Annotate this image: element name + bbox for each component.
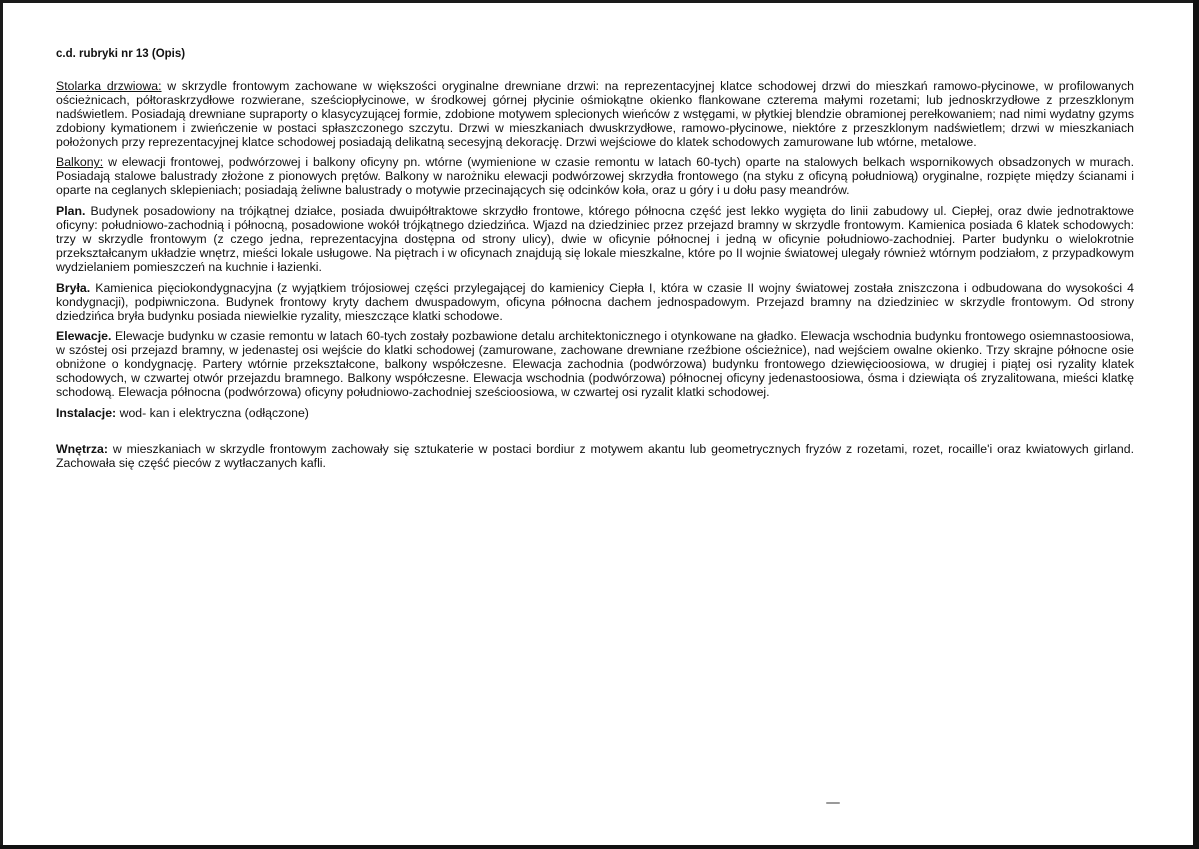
paragraph-balkony bbox=[56, 156, 1134, 198]
scan-border-right bbox=[1193, 0, 1199, 849]
text-elewacje: Elewacje budynku w czasie remontu w latach 60-tych zostały pozbawione detalu architektonicznego i otynkowane na gładko. Elewacja wschodnia budynku frontowego osiemnastoosiowa, w szóstej osi przejazd bramny, w jedenastej osi wejście do klatki schodowej (zamurowane, zachowane drewniane rzeźbione ościeżnice), nad wejściem owalne okienko. Trzy skrajne północne osie obniżone o kondygnację. Partery wtórnie przekształcone, balkony współczesne. Elewacja zachodnia (podwórzowa) budynku frontowego dziewięcioosiowa, w drugiej i piątej osi ryzality klatek schodowych, w czwartej otwór przejazdu bramnego. Balkony współczesne. Elewacja wschodnia (podwórzowa) północnej oficyny jedenastoosiowa, ósma i dziewiąta oś zryzalitowana, mieści klatkę schodową. Elewacja północna (podwórzowa) oficyny południowo-zachodniej sześcioosiowa, w czwartej osi ryzalit klatki schodowej. bbox=[56, 329, 1134, 400]
label-stolarka: Stolarka drzwiowa: bbox=[56, 78, 162, 93]
text-stolarka: w skrzydle frontowym zachowane w większości oryginalne drewniane drzwi: na reprezentacyjnej klatce schodowej drzwi do mieszkań ramowo-płycinowe, w profilowanych ościeżnicach, półtoraskrzydłowe rozwierane, sześciopłycinowe, w środkowej górnej płycinie ośmiokątne okienko flankowane czterema małymi rozetami; lub jednoskrzydłowe z przeszklonym nadświetlem. Posiadają drewniane supraporty o klasycyzującej formie, zdobione motywem splecionych wieńców z wstęgami, w płytkiej blendzie obramionej perełkowaniem; nad nimi wydatny gzyms zdobiony kymationem i zwieńczenie w postaci spłaszczonego szczytu. Drzwi w mieszkaniach dwuskrzydłowe, ramowo-płycinowe, niektóre z przeszklonym nadświetlem; drzwi w mieszkaniach położonych przy reprezentacyjnej klatce schodowej posiadają delikatną secesyjną dekorację. Drzwi wejściowe do klatek schodowych zamurowane lub wtórne, metalowe. bbox=[56, 78, 1134, 149]
text-plan: Budynek posadowiony na trójkątnej działce, posiada dwuipółtraktowe skrzydło frontowe, którego północna część jest lekko wygięta do linii zabudowy ul. Ciepłej, oraz dwie jednotraktowe oficyny: południowo-zachodnią i północną, posadowione wokół trójkątnego dziedzińca. Wjazd na dziedziniec przez przejazd bramny w skrzydle frontowym. Kamienica posiada 6 klatek schodowych: trzy w skrzydle frontowym (z czego jedna, reprezentacyjna dostępna od strony ulicy), dwie w oficynie północnej i jedną w oficynie południowo-zachodniej. Parter budynku o wielokrotnie przekształcanym układzie wnętrz, mieści lokale usługowe. Na piętrach i w oficynach znajdują się lokale mieszkalne, które po II wojnie światowej ulegały również wtórnym podziałom, z przypadkowym wydzielaniem pomieszczeń na kuchnie i łazienki. bbox=[56, 204, 1134, 274]
text-instalacje: wod- kan i elektryczna (odłączone) bbox=[116, 405, 309, 420]
scan-border-left bbox=[0, 0, 3, 849]
scan-border-top bbox=[0, 0, 1199, 3]
label-bryla: Bryła. bbox=[56, 280, 91, 295]
label-plan: Plan. bbox=[56, 204, 86, 219]
scan-border-bottom bbox=[0, 845, 1199, 849]
text-balkony: w elewacji frontowej, podwórzowej i balkony oficyny pn. wtórne (wymienione w czasie remontu w latach 60-tych) oparte na stalowych belkach wspornikowych obsadzonych w murach. Posiadają stalowe balustrady złożone z pionowych prętów. Balkony w narożniku elewacji podwórzowej skrzydła frontowego (na styku z oficyną południową) oryginalne, rozpięte między ścianami i oparte na ceglanych sklepieniach; posiadają żeliwne balustrady o motywie przecinających się odcinków koła, oraz u góry i u dołu pasy meandrów. bbox=[56, 155, 1134, 198]
label-wnetrza: Wnętrza: bbox=[56, 441, 108, 456]
paragraph-plan bbox=[56, 205, 1134, 275]
label-elewacje: Elewacje. bbox=[56, 329, 112, 344]
paragraph-stolarka bbox=[56, 80, 1134, 150]
section-header: c.d. rubryki nr 13 (Opis) bbox=[56, 48, 186, 60]
paragraph-wnetrza bbox=[56, 443, 1134, 471]
label-instalacje: Instalacje: bbox=[56, 405, 117, 420]
scan-artifact bbox=[826, 802, 840, 804]
document-body bbox=[56, 48, 1134, 478]
label-balkony: Balkony: bbox=[56, 155, 104, 170]
text-wnetrza: w mieszkaniach w skrzydle frontowym zachowały się sztukaterie w postaci bordiur z motywem akantu lub geometrycznych fryzów z rozetami, rozet, rocaille'i oraz kwiatowych girland. Zachowała się część pieców z wytłaczanych kafli. bbox=[56, 441, 1134, 470]
paragraph-bryla bbox=[56, 282, 1134, 324]
text-bryla: Kamienica pięciokondygnacyjna (z wyjątkiem trójosiowej części przylegającej do kamienicy Ciepła I, która w czasie II wojny światowej została zniszczona i odbudowana do wysokości 4 kondygnacji), podpiwniczona. Budynek frontowy kryty dachem dwuspadowym, oficyna północna dachem jednospadowym. Przejazd bramny na dziedziniec w skrzydle frontowym. Od strony dziedzińca bryła budynku posiada niewielkie ryzality, mieszczące klatki schodowe. bbox=[56, 280, 1134, 323]
paragraph-instalacje bbox=[56, 407, 1134, 421]
paragraph-elewacje bbox=[56, 330, 1134, 400]
